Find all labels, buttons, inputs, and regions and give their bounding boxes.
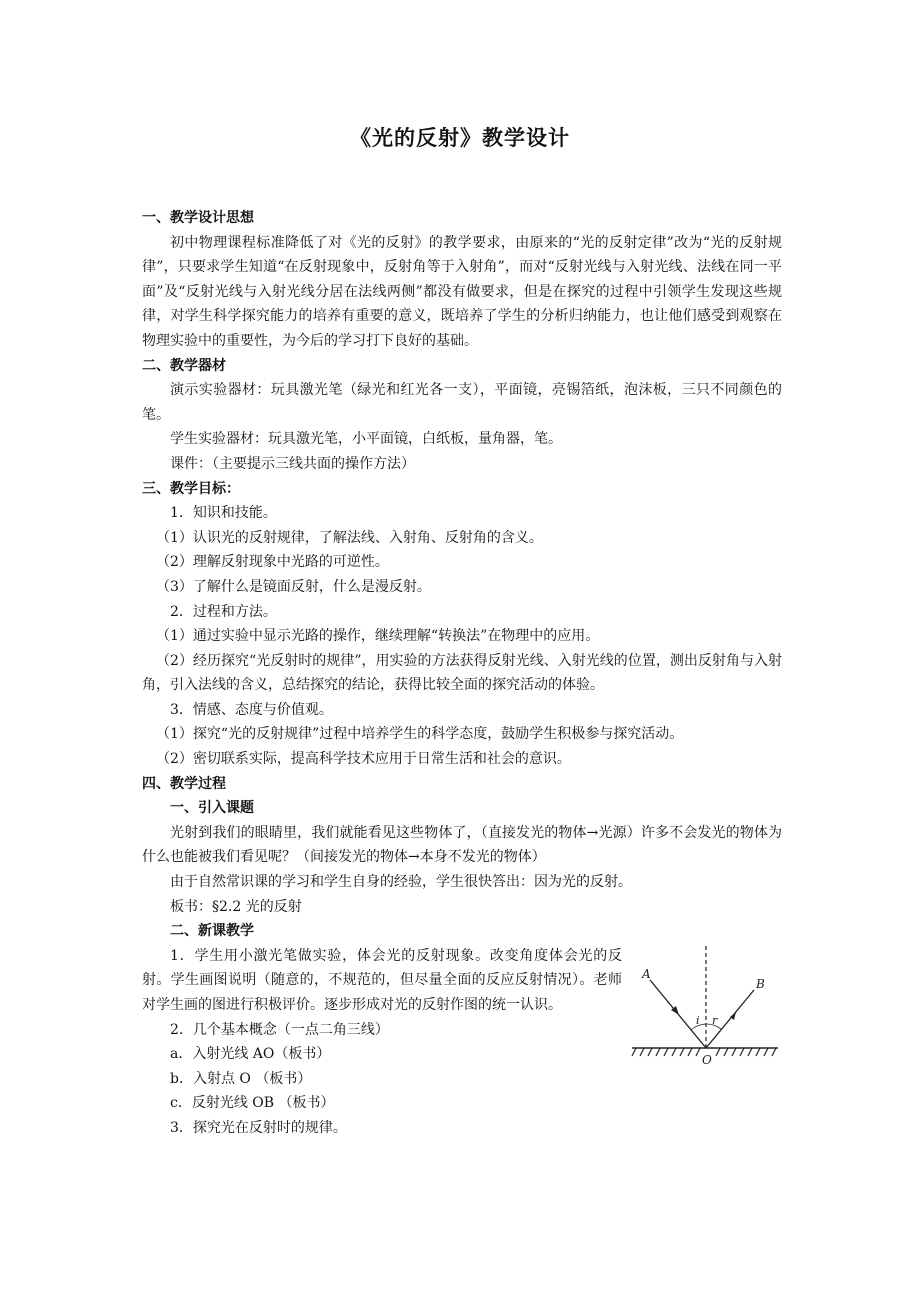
objective-3b: （2）密切联系实际，提高科学技术应用于日常生活和社会的意识。	[156, 751, 571, 768]
lesson-step-1: 1．学生用小激光笔做实验，体会光的反射现象。改变角度体会光的反射。学生画图说明（随意的，不规范的，但尽量全面的反应反射情况）。老师对学生画的图进行积极评价。逐步形成对光的反射作图的统一认识。	[142, 947, 622, 1013]
concept-incident-ray: a．入射光线 AO（板书）	[170, 1046, 331, 1063]
courseware: 课件：（主要提示三线共面的操作方法）	[170, 455, 415, 472]
label-a: A	[642, 966, 651, 981]
reflection-diagram	[630, 944, 782, 1066]
board-note: 板书：§2.2 光的反射	[170, 898, 302, 915]
student-equipment: 学生实验器材：玩具激光笔，小平面镜，白纸板，量角器，笔。	[170, 431, 562, 448]
objective-2b: （2）经历探究“光反射时的规律”，用实验的方法获得反射光线、入射光线的位置，测出反射角与入射角，引入法线的含义，总结探究的结论，获得比较全面的探究活动的体验。	[142, 652, 782, 694]
design-idea-paragraph: 初中物理课程标准降低了对《光的反射》的教学要求，由原来的“光的反射定律”改为“光的反射规律”，只要求学生知道“在反射现象中，反射角等于入射角”，而对“反射光线与入射光线、法线在同一平面”及“反射光线与入射光线分居在法线两侧”都没有做要求，但是在探究的过程中引领学生发现这些规律，对学生科学探究能力的培养有重要的意义，既培养了学生的分析归纳能力，也让他们感受到观察在物理实验中的重要性，为今后的学习打下良好的基础。	[142, 234, 782, 349]
section-heading-process: 四、教学过程	[142, 775, 226, 792]
intro-answer: 由于自然常识课的学习和学生自身的经验，学生很快答出：因为光的反射。	[170, 874, 632, 891]
subsection-heading-intro: 一、引入课题	[170, 800, 254, 817]
label-o: O	[702, 1052, 712, 1066]
objective-1: 1．知识和技能。	[170, 505, 277, 522]
lesson-with-figure	[142, 944, 782, 1116]
objective-1a: （1）认识光的反射规律，了解法线、入射角、反射角的含义。	[156, 529, 543, 546]
lesson-step-2: 2．几个基本概念（一点二角三线）	[170, 1021, 389, 1038]
section-heading-objectives: 三、教学目标：	[142, 480, 240, 497]
demo-equipment: 演示实验器材：玩具激光笔（绿光和红光各一支），平面镜，亮锡箔纸，泡沫板，三只不同颜色的笔。	[142, 382, 782, 423]
objective-1c: （3）了解什么是镜面反射，什么是漫反射。	[156, 578, 431, 595]
lesson-step-3: 3．探究光在反射时的规律。	[170, 1119, 347, 1136]
intro-paragraph: 光射到我们的眼睛里，我们就能看见这些物体了，（直接发光的物体→光源）许多不会发光的物体为什么也能被我们看见呢？（间接发光的物体→本身不发光的物体）	[142, 824, 782, 866]
section-heading-equipment: 二、教学器材	[142, 357, 226, 374]
concept-reflected-ray: c．反射光线 OB （板书）	[170, 1095, 335, 1112]
concept-incident-point: b．入射点 O （板书）	[170, 1070, 312, 1087]
objective-3a: （1）探究“光的反射规律”过程中培养学生的科学态度，鼓励学生积极参与探究活动。	[156, 726, 684, 743]
objective-2: 2．过程和方法。	[170, 603, 277, 620]
label-i: i	[696, 1013, 700, 1027]
objective-2a: （1）通过实验中显示光路的操作，继续理解“转换法”在物理中的应用。	[156, 628, 600, 645]
label-b: B	[756, 976, 765, 991]
label-r: r	[712, 1013, 718, 1027]
document-title: 《光的反射》教学设计	[350, 126, 570, 150]
section-heading-design-idea: 一、教学设计思想	[142, 210, 254, 226]
objective-1b: （2）理解反射现象中光路的可逆性。	[156, 554, 389, 571]
document-body	[142, 206, 782, 1141]
objective-3: 3．情感、态度与价值观。	[170, 701, 333, 718]
subsection-heading-new-lesson: 二、新课教学	[170, 923, 254, 940]
